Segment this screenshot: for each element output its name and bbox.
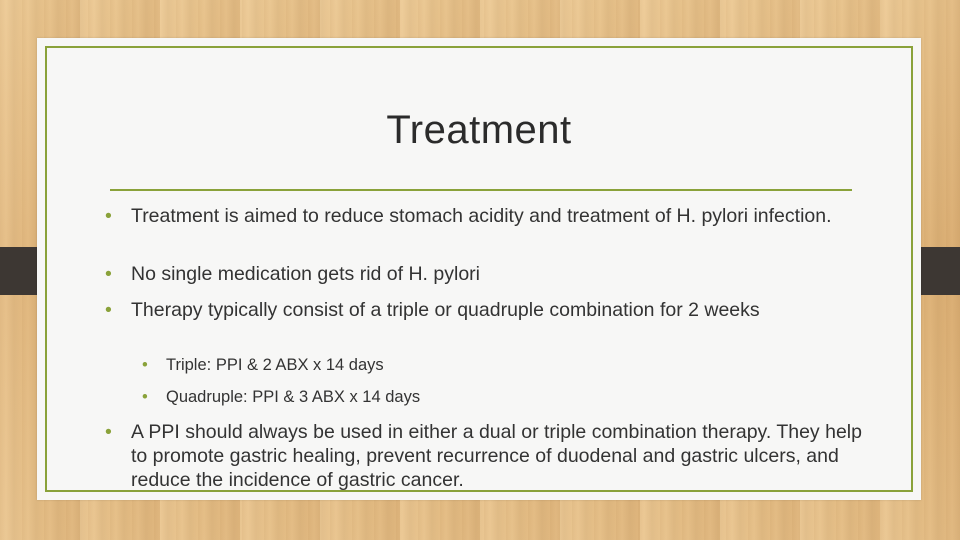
slide-title: Treatment <box>386 108 572 152</box>
slide-card <box>37 38 921 500</box>
bullet-dot-icon: • <box>142 356 148 374</box>
bullet-item <box>105 204 851 228</box>
bullet-item <box>105 420 871 492</box>
bullet-text: Quadruple: PPI & 3 ABX x 14 days <box>166 388 421 406</box>
sub-bullet-item <box>142 386 766 408</box>
bullet-item <box>105 298 821 322</box>
bullet-item <box>105 262 851 286</box>
bullet-text: A PPI should always be used in either a dual or triple combination therapy. They help to promote gastric healing, prevent recurrence of duodenal and gastric ulcers, and reduce the incidence of gastric cancer. <box>131 421 862 491</box>
bullet-dot-icon: • <box>142 388 148 406</box>
title-divider <box>110 189 852 191</box>
bullet-dot-icon: • <box>105 299 112 321</box>
bullet-text: Treatment is aimed to reduce stomach acidity and treatment of H. pylori infection. <box>131 205 832 227</box>
bullet-text: No single medication gets rid of H. pylori <box>131 263 480 285</box>
sub-bullet-item <box>142 354 766 376</box>
bullet-dot-icon: • <box>105 263 112 285</box>
bullet-dot-icon: • <box>105 421 112 443</box>
bullet-dot-icon: • <box>105 205 112 227</box>
bullet-text: Therapy typically consist of a triple or quadruple combination for 2 weeks <box>131 299 760 321</box>
bullet-text: Triple: PPI & 2 ABX x 14 days <box>166 356 384 374</box>
